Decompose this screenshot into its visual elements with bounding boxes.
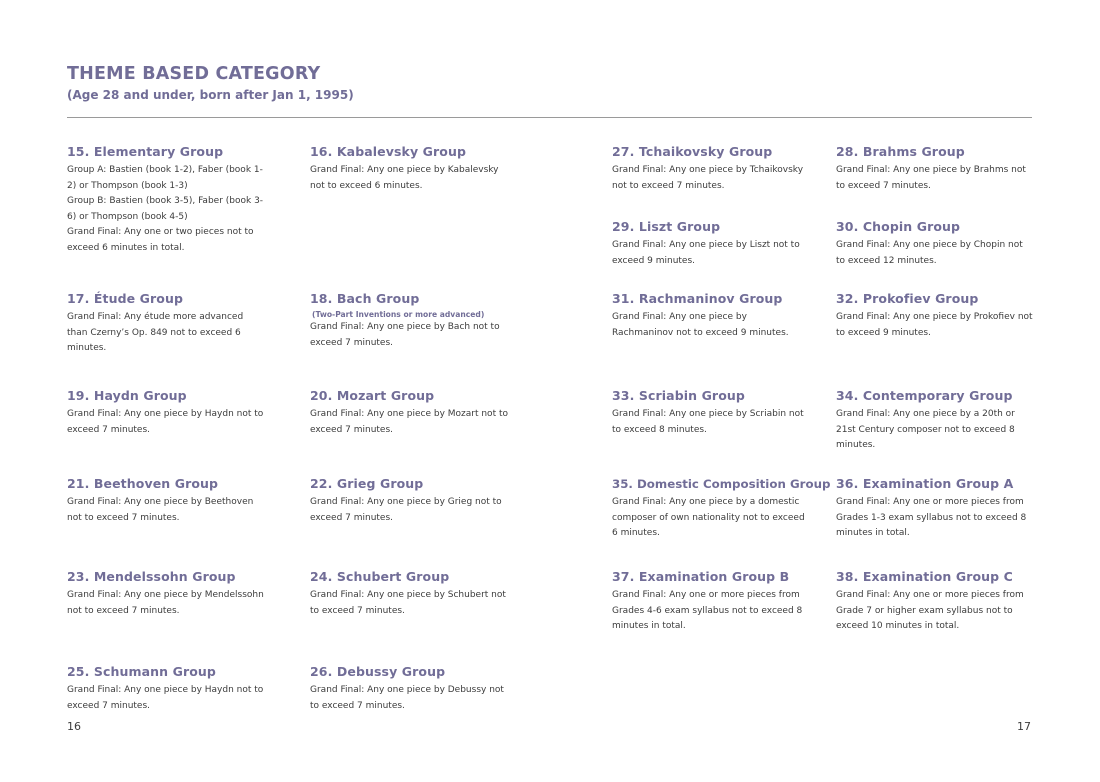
group-title: 31. Rachmaninov Group <box>612 291 783 306</box>
group-description: Grand Final: Any one piece by Bach not to exceed 7 minutes. <box>310 322 500 348</box>
group-description: Grand Final: Any one piece by Kabalevsky not to exceed 6 minutes. <box>310 165 499 191</box>
page-number-right: 17 <box>1017 720 1031 733</box>
group-37-examination-b <box>612 569 810 635</box>
group-31-rachmaninov <box>612 291 810 341</box>
group-23-mendelssohn <box>67 569 265 619</box>
group-title: 20. Mozart Group <box>310 388 435 403</box>
group-title: 16. Kabalevsky Group <box>310 144 467 159</box>
group-description: Grand Final: Any one piece by Rachmaninov not to exceed 9 minutes. <box>612 312 789 338</box>
group-description: Grand Final: Any one piece by Schubert not to exceed 7 minutes. <box>310 590 506 616</box>
group-description: Grand Final: Any one piece by Grieg not to exceed 7 minutes. <box>310 497 502 523</box>
group-22-grieg <box>310 476 508 526</box>
group-line: Grand Final: Any one or two pieces not to exceed 6 minutes in total. <box>67 227 254 253</box>
group-title: 38. Examination Group C <box>836 569 1013 584</box>
group-title: 17. Étude Group <box>67 291 184 306</box>
page-header <box>67 64 354 102</box>
group-title: 23. Mendelssohn Group <box>67 569 236 584</box>
group-title: 27. Tchaikovsky Group <box>612 144 773 159</box>
group-description: Grand Final: Any one piece by Haydn not to exceed 7 minutes. <box>67 685 264 711</box>
group-18-bach <box>310 291 508 351</box>
group-title: 18. Bach Group <box>310 291 420 306</box>
group-24-schubert <box>310 569 508 619</box>
group-title: 28. Brahms Group <box>836 144 965 159</box>
group-34-contemporary <box>836 388 1034 454</box>
group-description: Grand Final: Any one piece by Scriabin not to exceed 8 minutes. <box>612 409 804 435</box>
group-description: Grand Final: Any one piece by Chopin not to exceed 12 minutes. <box>836 240 1023 266</box>
group-title: 33. Scriabin Group <box>612 388 745 403</box>
group-description: Grand Final: Any étude more advanced than Czerny’s Op. 849 not to exceed 6 minutes. <box>67 312 244 354</box>
group-description: Grand Final: Any one piece by Mozart not to exceed 7 minutes. <box>310 409 508 435</box>
group-description <box>67 163 265 257</box>
group-description: Grand Final: Any one piece by Liszt not to exceed 9 minutes. <box>612 240 800 266</box>
group-15-elementary <box>67 144 265 257</box>
group-description: Grand Final: Any one piece by Beethoven not to exceed 7 minutes. <box>67 497 254 523</box>
group-line: Group A: Bastien (book 1-2), Faber (book 1-2) or Thompson (book 1-3) <box>67 165 263 191</box>
group-28-brahms <box>836 144 1034 194</box>
group-35-domestic-composition <box>612 476 831 542</box>
group-title: 21. Beethoven Group <box>67 476 219 491</box>
group-36-examination-a <box>836 476 1034 542</box>
group-32-prokofiev <box>836 291 1034 341</box>
group-description: Grand Final: Any one or more pieces from Grades 1-3 exam syllabus not to exceed 8 minutes in total. <box>836 497 1027 539</box>
group-title: 15. Elementary Group <box>67 144 224 159</box>
group-16-kabalevsky <box>310 144 508 194</box>
group-title: 30. Chopin Group <box>836 219 961 234</box>
group-19-haydn <box>67 388 265 438</box>
header-divider <box>67 117 1032 118</box>
group-30-chopin <box>836 219 1034 269</box>
group-20-mozart <box>310 388 508 438</box>
group-description: Grand Final: Any one piece by Brahms not to exceed 7 minutes. <box>836 165 1026 191</box>
group-title: 26. Debussy Group <box>310 664 446 679</box>
group-17-etude <box>67 291 265 357</box>
group-title: 37. Examination Group B <box>612 569 790 584</box>
group-note: (Two-Part Inventions or more advanced) <box>312 310 485 319</box>
group-title: 24. Schubert Group <box>310 569 450 584</box>
group-description: Grand Final: Any one piece by Tchaikovsky not to exceed 7 minutes. <box>612 165 804 191</box>
group-title: 32. Prokofiev Group <box>836 291 979 306</box>
group-title: 36. Examination Group A <box>836 476 1014 491</box>
group-description: Grand Final: Any one piece by Debussy not to exceed 7 minutes. <box>310 685 504 711</box>
group-description: Grand Final: Any one piece by Mendelssohn not to exceed 7 minutes. <box>67 590 264 616</box>
group-description: Grand Final: Any one piece by a domestic composer of own nationality not to exceed 6 minutes. <box>612 497 805 539</box>
group-21-beethoven <box>67 476 265 526</box>
group-26-debussy <box>310 664 508 714</box>
group-description: Grand Final: Any one or more pieces from Grades 4-6 exam syllabus not to exceed 8 minutes in total. <box>612 590 803 632</box>
page-number-left: 16 <box>67 720 81 733</box>
group-description: Grand Final: Any one piece by Haydn not to exceed 7 minutes. <box>67 409 264 435</box>
group-29-liszt <box>612 219 810 269</box>
page-title: THEME BASED CATEGORY <box>67 64 321 84</box>
group-title: 22. Grieg Group <box>310 476 424 491</box>
group-25-schumann <box>67 664 265 714</box>
group-description: Grand Final: Any one piece by a 20th or 21st Century composer not to exceed 8 minutes. <box>836 409 1015 451</box>
group-line: Group B: Bastien (book 3-5), Faber (book 3-6) or Thompson (book 4-5) <box>67 196 264 222</box>
group-description: Grand Final: Any one piece by Prokofiev not to exceed 9 minutes. <box>836 312 1033 338</box>
group-title: 35. Domestic Composition Group <box>612 477 831 491</box>
page-subtitle: (Age 28 and under, born after Jan 1, 1995) <box>67 88 354 102</box>
group-title: 25. Schumann Group <box>67 664 216 679</box>
group-title: 34. Contemporary Group <box>836 388 1013 403</box>
group-27-tchaikovsky <box>612 144 810 194</box>
group-description: Grand Final: Any one or more pieces from Grade 7 or higher exam syllabus not to exceed 10 minutes in total. <box>836 590 1024 632</box>
group-33-scriabin <box>612 388 810 438</box>
group-38-examination-c <box>836 569 1034 635</box>
group-title: 29. Liszt Group <box>612 219 721 234</box>
group-title: 19. Haydn Group <box>67 388 187 403</box>
